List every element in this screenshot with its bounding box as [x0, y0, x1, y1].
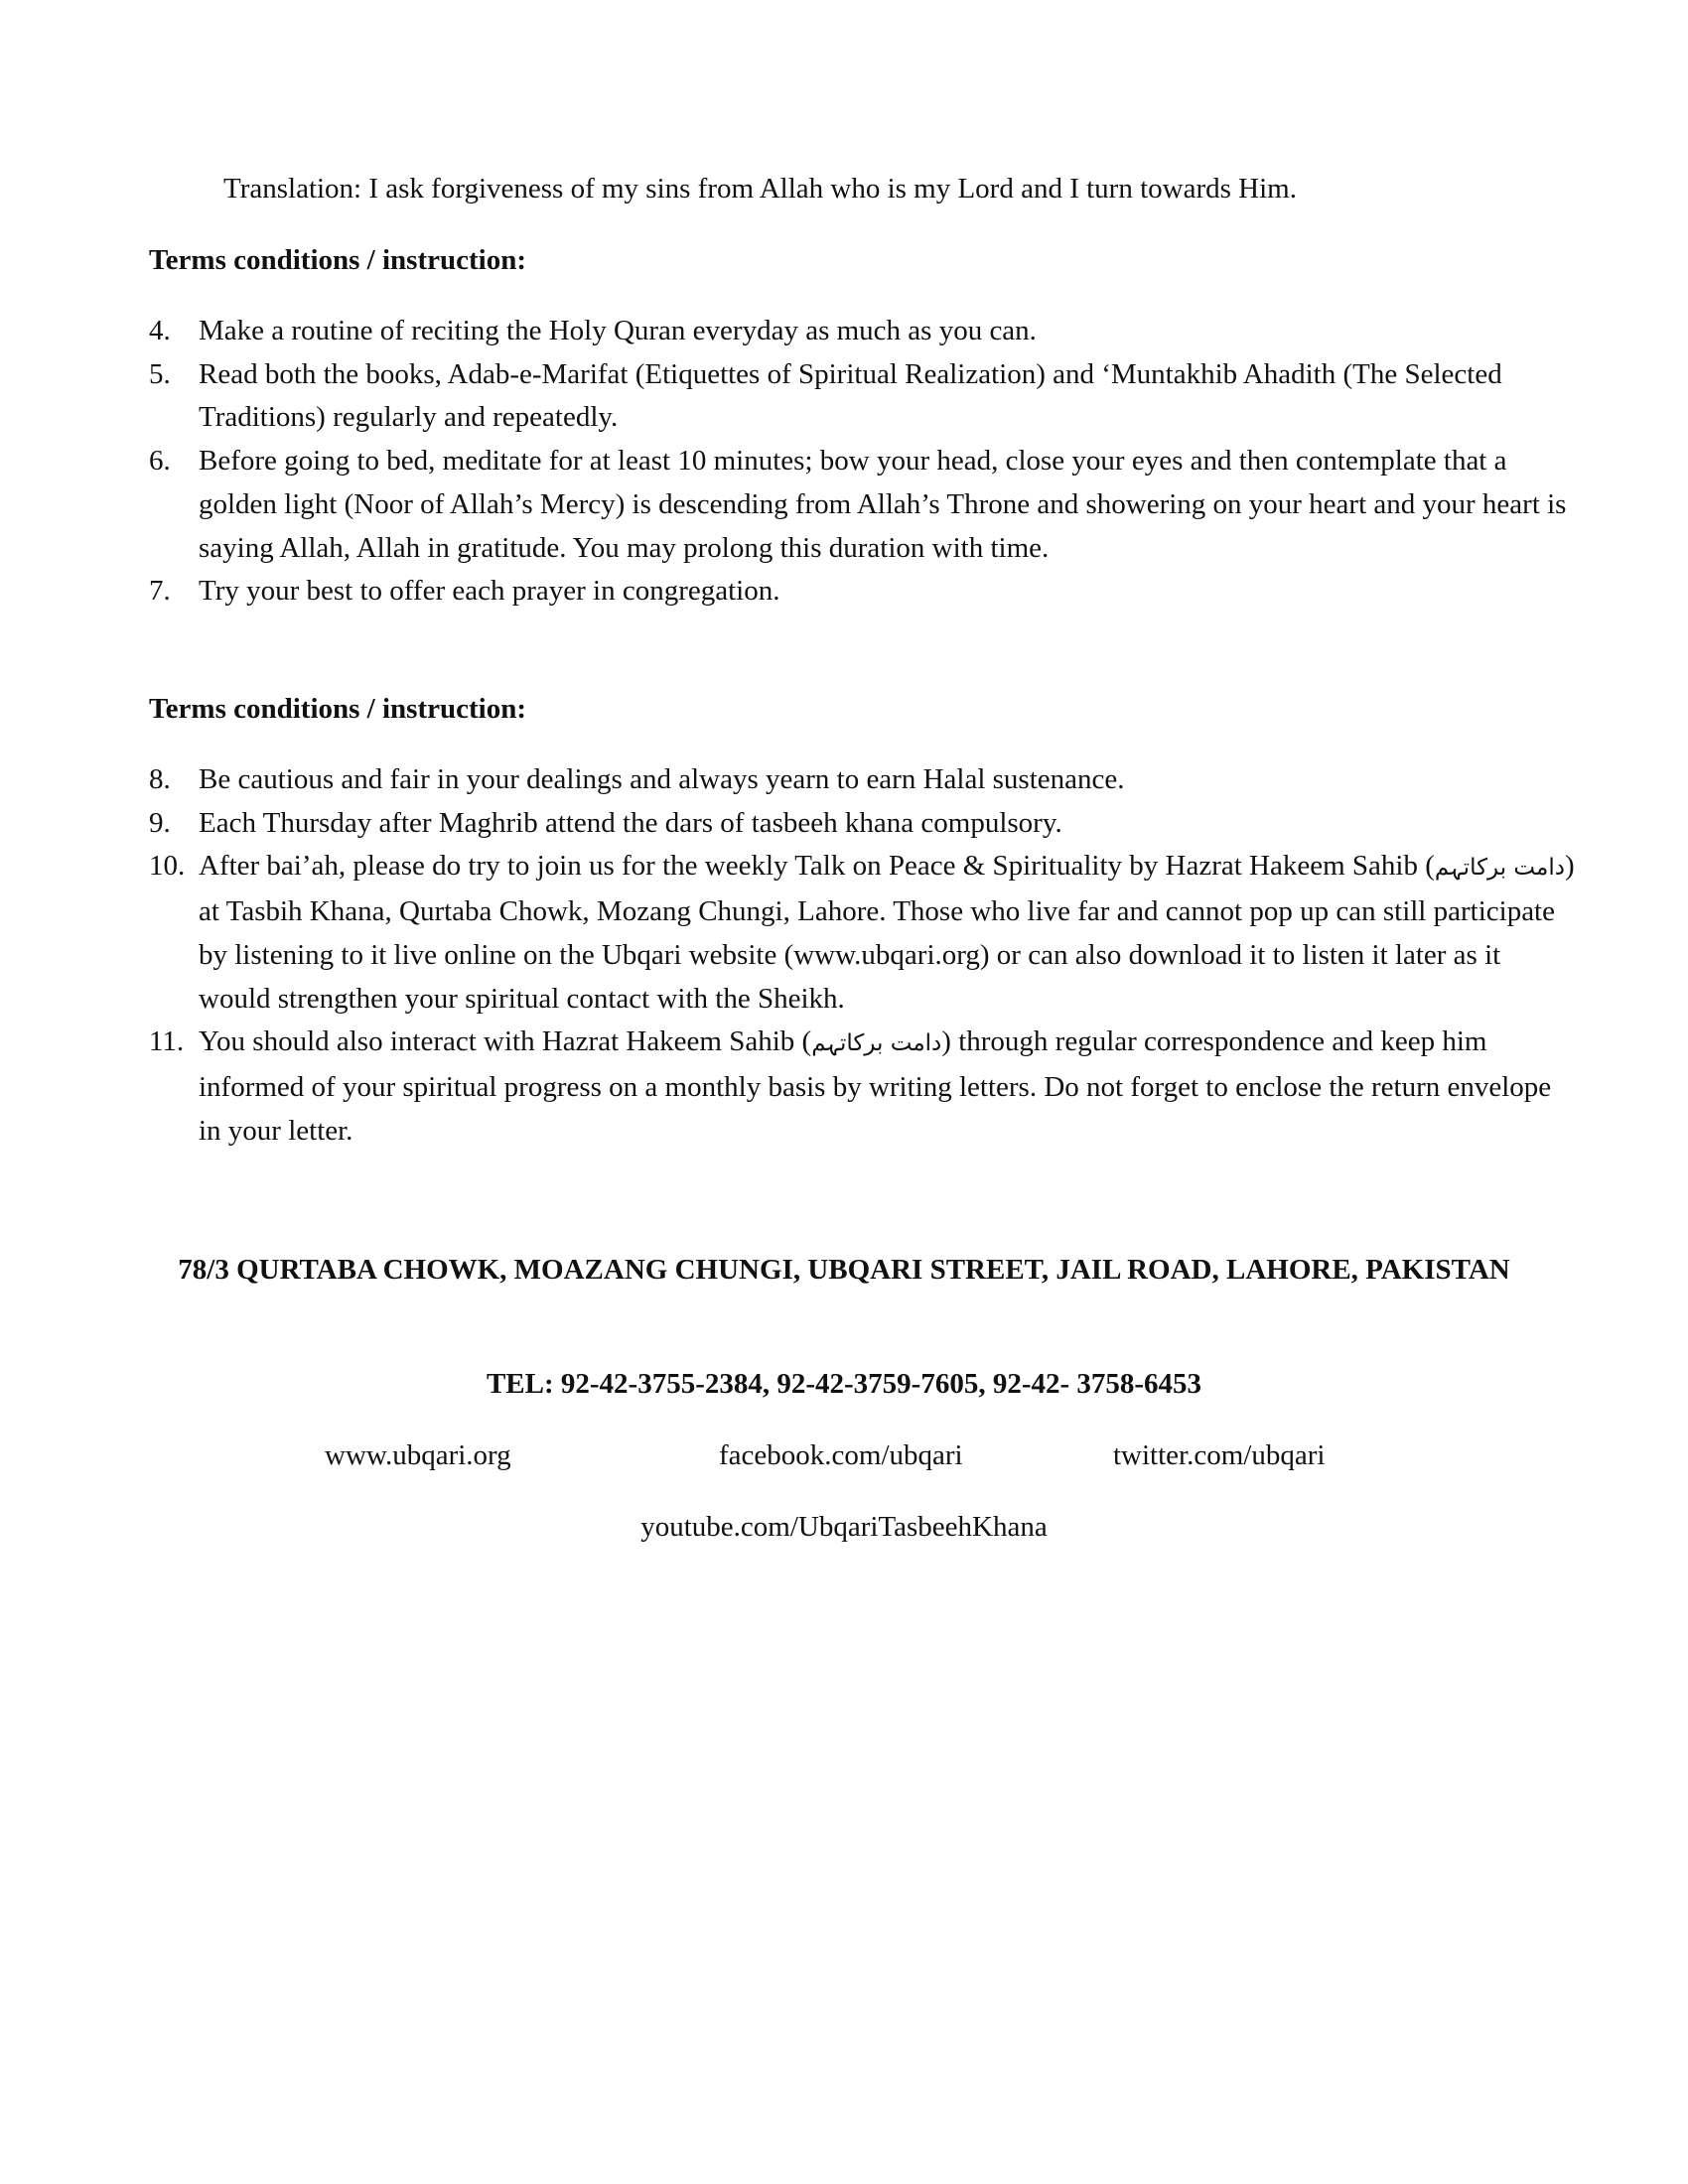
list-item	[149, 758, 1579, 802]
youtube-link[interactable]: youtube.com/UbqariTasbeehKhana	[640, 1511, 1048, 1543]
list-item-number: 7.	[149, 575, 171, 608]
list-item-number: 4.	[149, 315, 171, 346]
list-item	[149, 845, 1579, 1021]
list-item	[149, 353, 1579, 440]
list-item-text: Read both the books, Adab-e-Marifat (Etiquettes of Spiritual Realization) and ‘Muntakhib Ahadith (The Selected Traditions) regularly and repeatedly.	[199, 357, 1502, 434]
section-heading-2: Terms conditions / instruction:	[149, 693, 526, 725]
list-item-number: 5.	[149, 357, 171, 390]
list-item-text-after: ) at Tasbih Khana, Qurtaba Chowk, Mozang Chungi, Lahore. Those who live far and cannot pop up can still participate by listening to it live online on the Ubqari website (www.ubqari.org) or can also download it to listen it later as it would strengthen your spiritual contact with the Sheikh.	[199, 850, 1575, 1015]
list-item	[149, 310, 1579, 353]
list-item-number: 9.	[149, 806, 171, 839]
section-heading-1: Terms conditions / instruction:	[149, 244, 526, 276]
list-item-text-before: After bai’ah, please do try to join us for the weekly Talk on Peace & Spirituality by Hazrat Hakeem Sahib (	[199, 850, 1435, 883]
list-item-text: Before going to bed, meditate for at least 10 minutes; bow your head, close your eyes and then contemplate that a golden light (Noor of Allah’s Mercy) is descending from Allah’s Throne and showering on your heart and your heart is saying Allah, Allah in gratitude. You may prolong this duration with time.	[199, 445, 1567, 564]
instruction-list-1	[149, 310, 1579, 614]
list-item-number: 11.	[149, 1025, 185, 1058]
facebook-link[interactable]: facebook.com/ubqari	[719, 1439, 963, 1471]
list-item-number: 6.	[149, 445, 171, 478]
urdu-honorific: دامت برکاتہم	[811, 1030, 942, 1057]
list-item-text-before: You should also interact with Hazrat Hakeem Sahib (	[199, 1025, 812, 1058]
urdu-honorific: دامت برکاتہم	[1434, 855, 1565, 882]
list-item-text: Be cautious and fair in your dealings and always yearn to earn Halal sustenance.	[199, 763, 1125, 795]
footer-telephone: TEL: 92-42-3755-2384, 92-42-3759-7605, 92-42- 3758-6453	[486, 1368, 1202, 1400]
translation-text: Translation: I ask forgiveness of my sins from Allah who is my Lord and I turn towards Him.	[223, 173, 1297, 205]
list-item	[149, 440, 1579, 570]
list-item	[149, 570, 1579, 614]
footer-address: 78/3 QURTABA CHOWK, MOAZANG CHUNGI, UBQARI STREET, JAIL ROAD, LAHORE, PAKISTAN	[178, 1254, 1510, 1286]
list-item-number: 10.	[149, 850, 186, 883]
list-item-text: Each Thursday after Maghrib attend the dars of tasbeeh khana compulsory.	[199, 806, 1062, 839]
twitter-link[interactable]: twitter.com/ubqari	[1113, 1439, 1326, 1471]
website-link[interactable]: www.ubqari.org	[325, 1439, 511, 1471]
list-item	[149, 802, 1579, 846]
list-item-number: 8.	[149, 763, 171, 795]
list-item	[149, 1021, 1579, 1153]
list-item-text: Make a routine of reciting the Holy Quran everyday as much as you can.	[199, 315, 1037, 346]
list-item-text-after: ) through regular correspondence and keep him informed of your spiritual progress on a monthly basis by writing letters. Do not forget to enclose the return envelope in your letter.	[199, 1025, 1552, 1147]
list-item-text: Try your best to offer each prayer in congregation.	[199, 575, 780, 608]
instruction-list-2	[149, 758, 1579, 1153]
